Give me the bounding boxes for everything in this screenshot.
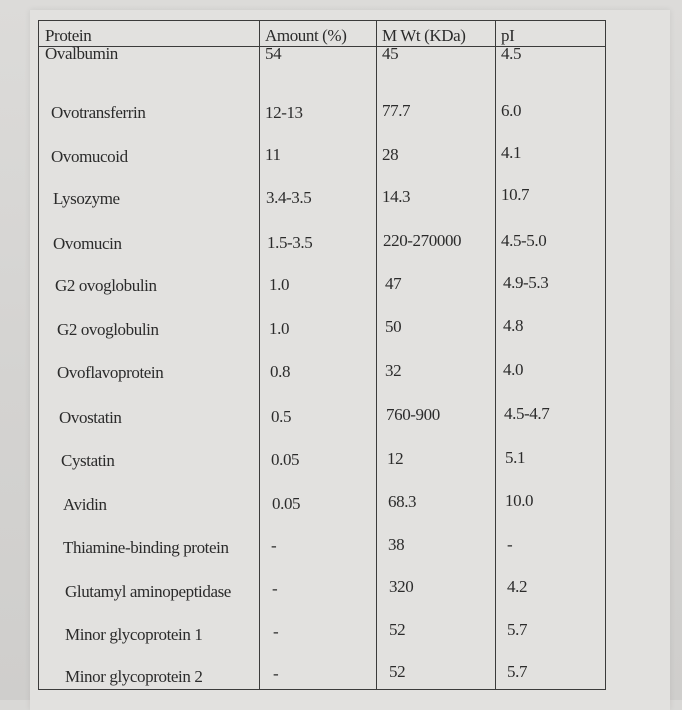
cell-protein: Ovotransferrin: [51, 103, 146, 122]
cell-pi: 5.7: [507, 620, 528, 639]
cell-amount: 0.05: [271, 450, 300, 469]
cell-amount: 0.5: [271, 407, 292, 426]
cell-amount: 3.4-3.5: [266, 188, 312, 207]
cell-pi: 5.1: [505, 448, 526, 467]
cell-mwt: 45: [382, 44, 399, 63]
cell-amount: -: [273, 664, 279, 683]
cell-protein: G2 ovoglobulin: [57, 320, 159, 339]
cell-mwt: 50: [385, 317, 402, 336]
cell-protein: Cystatin: [61, 451, 115, 470]
protein-table: [38, 20, 606, 690]
cell-amount: -: [272, 579, 278, 598]
cell-protein: Thiamine-binding protein: [63, 538, 229, 557]
cell-amount: -: [273, 622, 279, 641]
header-mwt: M Wt (KDa): [382, 26, 466, 45]
header-amount: Amount (%): [265, 26, 347, 45]
cell-pi: -: [507, 535, 513, 554]
cell-amount: 0.8: [270, 362, 291, 381]
cell-amount: 11: [265, 145, 281, 164]
col-divider-3: [495, 21, 496, 689]
cell-protein: Ovalbumin: [45, 44, 118, 63]
cell-amount: 12-13: [265, 103, 303, 122]
cell-pi: 6.0: [501, 101, 522, 120]
cell-amount: 1.0: [269, 319, 290, 338]
cell-mwt: 320: [389, 577, 414, 596]
cell-pi: 4.1: [501, 143, 522, 162]
cell-mwt: 68.3: [388, 492, 417, 511]
cell-protein: G2 ovoglobulin: [55, 276, 157, 295]
cell-pi: 4.9-5.3: [503, 273, 549, 292]
cell-pi: 10.7: [501, 185, 530, 204]
header-pi: pI: [501, 26, 515, 45]
cell-protein: Lysozyme: [53, 189, 120, 208]
cell-protein: Ovomucin: [53, 234, 122, 253]
cell-amount: 1.5-3.5: [267, 233, 313, 252]
cell-protein: Glutamyl aminopeptidase: [65, 582, 231, 601]
document-sheet: [30, 10, 670, 710]
cell-mwt: 14.3: [382, 187, 411, 206]
cell-pi: 4.8: [503, 316, 524, 335]
cell-protein: Ovoflavoprotein: [57, 363, 164, 382]
cell-protein: Minor glycoprotein 2: [65, 667, 203, 686]
cell-mwt: 220-270000: [383, 231, 462, 250]
cell-mwt: 28: [382, 145, 399, 164]
cell-pi: 5.7: [507, 662, 528, 681]
cell-mwt: 32: [385, 361, 402, 380]
cell-pi: 4.2: [507, 577, 528, 596]
cell-mwt: 52: [389, 662, 406, 681]
cell-pi: 4.0: [503, 360, 524, 379]
cell-mwt: 77.7: [382, 101, 411, 120]
header-protein: Protein: [45, 26, 92, 45]
cell-pi: 4.5-4.7: [504, 404, 550, 423]
cell-mwt: 760-900: [386, 405, 440, 424]
cell-mwt: 52: [389, 620, 406, 639]
cell-pi: 10.0: [505, 491, 534, 510]
cell-protein: Avidin: [63, 495, 107, 514]
cell-protein: Ovostatin: [59, 408, 122, 427]
cell-amount: 0.05: [272, 494, 301, 513]
cell-amount: -: [271, 536, 277, 555]
col-divider-2: [376, 21, 377, 689]
cell-mwt: 47: [385, 274, 402, 293]
cell-pi: 4.5-5.0: [501, 231, 547, 250]
col-divider-1: [259, 21, 260, 689]
cell-mwt: 38: [388, 535, 405, 554]
cell-protein: Minor glycoprotein 1: [65, 625, 203, 644]
cell-amount: 54: [265, 44, 282, 63]
cell-amount: 1.0: [269, 275, 290, 294]
cell-mwt: 12: [387, 449, 404, 468]
cell-protein: Ovomucoid: [51, 147, 128, 166]
cell-pi: 4.5: [501, 44, 522, 63]
